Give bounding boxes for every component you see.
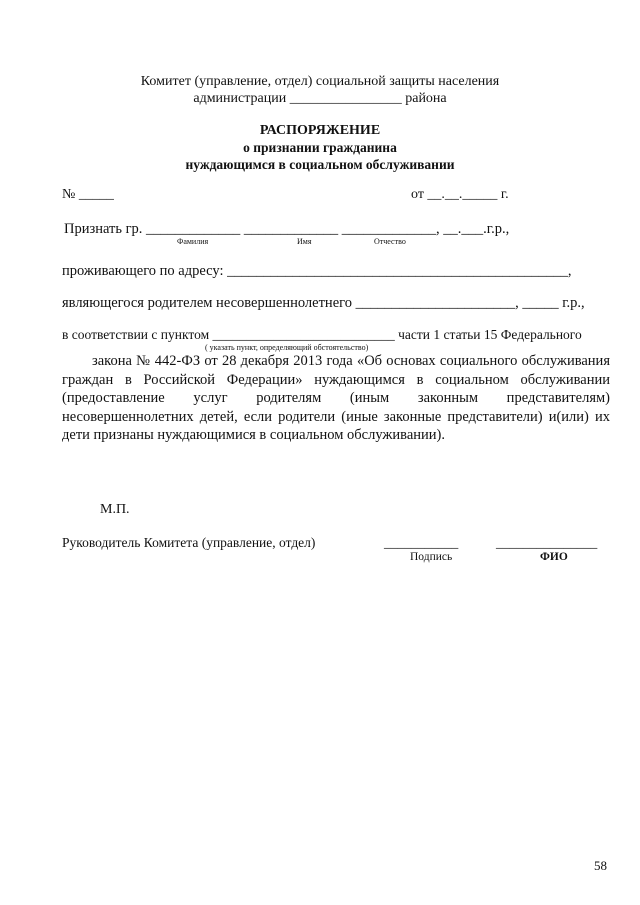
signature-line: ___________ (384, 535, 459, 550)
parent-line: являющегося родителем несовершеннолетнего ______________________, _____ г.р., (62, 295, 585, 311)
document-subtitle-1: о признании гражданина (243, 140, 397, 155)
address-line: проживающего по адресу: _______________________________________________, (62, 263, 572, 279)
recognize-line: Признать гр. _____________ _____________ _____________, __.___.г.р., (64, 221, 510, 237)
document-title: РАСПОРЯЖЕНИЕ (259, 123, 381, 138)
administration-line: администрации ________________ района (193, 91, 447, 106)
page-number: 58 (594, 858, 607, 873)
head-role: Руководитель Комитета (управление, отдел) (62, 535, 316, 550)
patronymic-hint: Отчество (374, 237, 406, 246)
fio-caption: ФИО (540, 551, 568, 563)
surname-hint: Фамилия (177, 237, 209, 246)
name-hint: Имя (297, 237, 312, 246)
order-number: № _____ (62, 187, 114, 202)
signature-caption: Подпись (410, 551, 453, 563)
stamp-placeholder: М.П. (100, 502, 130, 517)
committee-header: Комитет (управление, отдел) социальной защиты населения (140, 74, 500, 89)
fio-line: _______________ (496, 535, 598, 550)
accordance-line: в соответствии с пунктом ___________________________ части 1 статьи 15 Федерального (62, 327, 582, 342)
order-date: от __.__._____ г. (411, 187, 509, 202)
clause-hint: ( указать пункт, определяющий обстоятельство) (205, 343, 369, 352)
document-subtitle-2: нуждающимся в социальном обслуживании (185, 157, 455, 172)
law-paragraph: закона № 442-ФЗ от 28 декабря 2013 года «Об основах социального обслуживания граждан в Российской Федерации» нуждающимся в социальном обслуживании (предоставление услуг родителям (иным законным представителям) несовершеннолетних детей, если родители (иные законные представители) и(или) их дети признаны нуждающимися в социальном обслуживании). (62, 353, 610, 444)
